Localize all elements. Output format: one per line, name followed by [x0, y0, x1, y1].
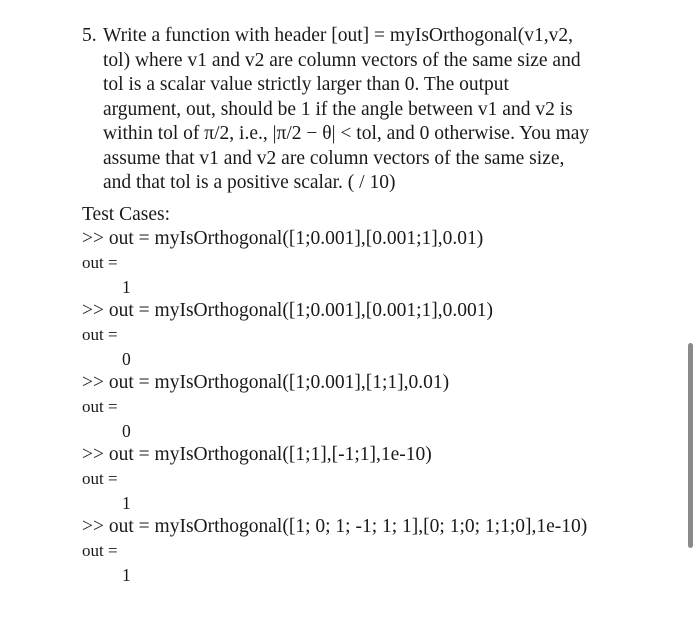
test-case — [82, 443, 662, 515]
question-line: assume that v1 and v2 are column vectors of the same size, — [103, 147, 565, 169]
test-cases-section — [82, 203, 662, 587]
test-command: >> out = myIsOrthogonal([1;0.001],[0.001;1],0.01) — [82, 228, 484, 249]
test-case — [82, 515, 662, 587]
question-line: tol) where v1 and v2 are column vectors of the same size and — [103, 49, 581, 71]
test-output-label: out = — [82, 541, 118, 560]
test-output-value: 1 — [122, 493, 131, 513]
test-output-label: out = — [82, 325, 118, 344]
test-output-value: 1 — [122, 565, 131, 585]
question-line: argument, out, should be 1 if the angle between v1 and v2 is — [103, 98, 573, 120]
question-line: Write a function with header [out] = myIsOrthogonal(v1,v2, — [103, 25, 573, 46]
question-block — [82, 24, 642, 196]
test-output-label: out = — [82, 397, 118, 416]
test-output-label: out = — [82, 253, 118, 272]
question-number: 5. — [82, 25, 97, 46]
test-output-value: 1 — [122, 277, 131, 297]
test-command: >> out = myIsOrthogonal([1;0.001],[0.001;1],0.001) — [82, 300, 494, 321]
test-output-value: 0 — [122, 349, 131, 369]
test-output-value: 0 — [122, 421, 131, 441]
test-case — [82, 371, 662, 443]
question-line: within tol of π/2, i.e., |π/2 − θ| < tol, and 0 otherwise. You may — [103, 123, 590, 144]
test-command: >> out = myIsOrthogonal([1; 0; 1; -1; 1; 1],[0; 1;0; 1;1;0],1e-10) — [82, 516, 588, 537]
test-case — [82, 227, 662, 299]
test-command: >> out = myIsOrthogonal([1;0.001],[1;1],0.01) — [82, 372, 450, 393]
test-case — [82, 299, 662, 371]
vertical-scrollbar[interactable] — [688, 343, 693, 548]
test-command: >> out = myIsOrthogonal([1;1],[-1;1],1e-10) — [82, 444, 432, 465]
question-line: tol is a scalar value strictly larger than 0. The output — [103, 74, 509, 95]
test-output-label: out = — [82, 469, 118, 488]
question-line: and that tol is a positive scalar. ( / 10) — [103, 172, 396, 193]
test-cases-heading: Test Cases: — [82, 204, 170, 225]
question-text — [82, 24, 642, 196]
